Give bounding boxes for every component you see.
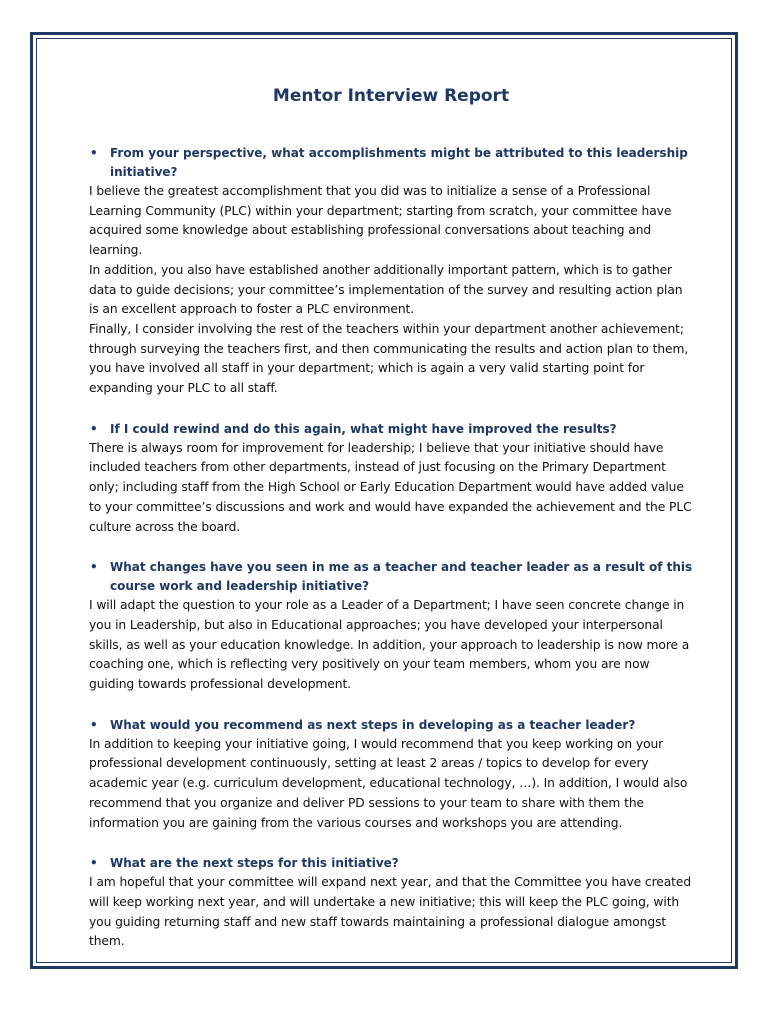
qa-section-recommendations — [89, 716, 693, 834]
question-text: From your perspective, what accomplishments might be attributed to this leadership initiative? — [110, 146, 688, 179]
question-text: What are the next steps for this initiative? — [110, 856, 399, 871]
question-text: What changes have you seen in me as a teacher and teacher leader as a result of this course work and leadership initiative? — [110, 560, 693, 594]
qa-section-accomplishments — [89, 144, 693, 399]
qa-section-next-steps — [89, 854, 693, 952]
document-body — [89, 84, 693, 973]
qa-section-changes — [89, 558, 693, 695]
qa-section-improvements — [89, 420, 693, 538]
question — [89, 716, 693, 735]
answer-paragraph: I will adapt the question to your role as a Leader of a Department; I have seen concrete change in you in Leadership, but also in Educational approaches; you have developed your interpersonal skills, as well as your education knowledge. In addition, your approach to leadership is now more a coaching one, which is reflecting very positively on your team members, whom you are now guiding towards professional development. — [89, 598, 690, 692]
bullet-icon: • — [90, 717, 98, 732]
bullet-icon: • — [90, 146, 98, 160]
question — [89, 144, 693, 182]
answer-paragraph: Finally, I consider involving the rest of the teachers within your department another achievement; through surveying the teachers first, and then communicating the results and action plan to them, you have involved all staff in your department; which is again a very valid starting point for expanding your PLC to all staff. — [89, 321, 689, 396]
answer — [89, 439, 693, 538]
document-title: Mentor Interview Report — [272, 86, 510, 106]
bullet-icon: • — [90, 560, 98, 575]
question — [89, 420, 693, 439]
bullet-icon: • — [90, 421, 98, 436]
answer — [89, 735, 693, 834]
answer-paragraph: In addition, you also have established another additionally important pattern, which is to gather data to guide decisions; your committee’s implementation of the survey and resulting action plan is an excellent approach to foster a PLC environment. — [89, 262, 683, 317]
answer — [89, 596, 693, 695]
question-text: If I could rewind and do this again, what might have improved the results? — [110, 421, 617, 436]
answer — [89, 873, 693, 952]
answer — [89, 182, 693, 399]
question-text: What would you recommend as next steps in developing as a teacher leader? — [110, 717, 636, 732]
question — [89, 854, 693, 873]
answer-paragraph: There is always room for improvement for leadership; I believe that your initiative should have included teachers from other departments, instead of just focusing on the Primary Department only; including staff from the High School or Early Education Department would have added value to your committee’s discussions and work and would have expanded the achievement and the PLC culture across the board. — [89, 440, 692, 534]
answer-paragraph: I believe the greatest accomplishment that you did was to initialize a sense of a Professional Learning Community (PLC) within your department; starting from scratch, your committee have acquired some knowledge about establishing professional conversations about teaching and learning. — [89, 184, 672, 258]
answer-paragraph: In addition to keeping your initiative going, I would recommend that you keep working on your professional development continuously, setting at least 2 areas / topics to develop for every academic year (e.g. curriculum development, educational technology, …). In addition, I would also recommend that you organize and deliver PD sessions to your team to share with them the information you are gaining from the various courses and workshops you are attending. — [89, 736, 688, 830]
question — [89, 558, 693, 596]
answer-paragraph: I am hopeful that your committee will expand next year, and that the Committee you have created will keep working next year, and will undertake a new initiative; this will keep the PLC going, with you guiding returning staff and new staff towards maintaining a professional dialogue amongst them. — [89, 875, 692, 949]
bullet-icon: • — [90, 856, 98, 871]
